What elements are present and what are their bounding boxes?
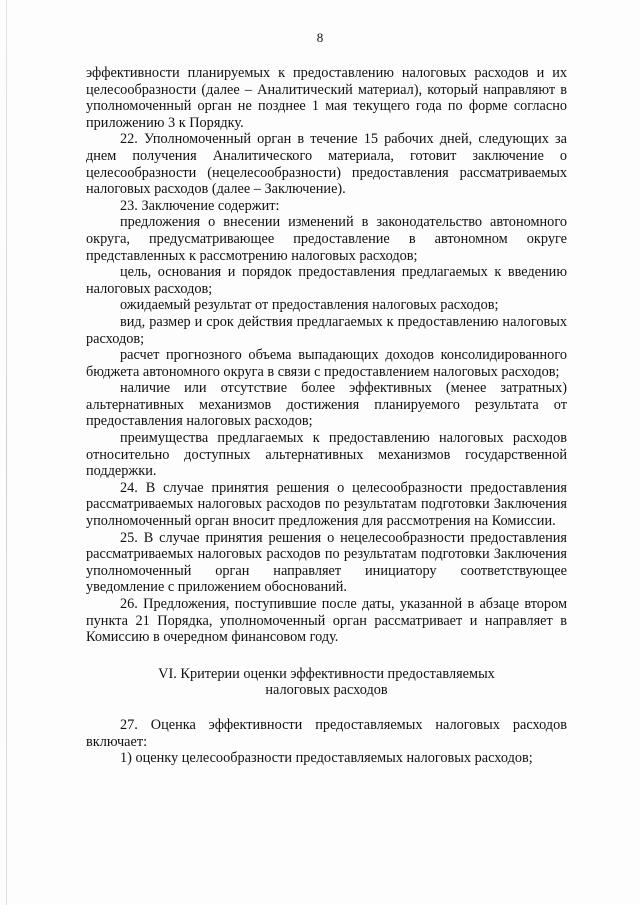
paragraph-27: 27. Оценка эффективности предоставляемых налоговых расходов включает: <box>86 716 567 750</box>
paragraph-25: 25. В случае принятия решения о нецелесообразности предоставления рассматриваемых налоговых расходов по результатам подготовки Заключения уполномоченный орган направляет инициатору соответствующее уведомление с приложением обоснований. <box>86 529 567 596</box>
document-body <box>86 65 567 767</box>
section-heading-line-2: налоговых расходов <box>265 682 388 699</box>
paragraph-continuation: эффективности планируемых к предоставлению налоговых расходов и их целесообразности (далее – Аналитический материал), который направляют в уполномоченный орган не позднее 1 мая текущего года по форме согласно приложению 3 к Порядку. <box>86 65 567 131</box>
section-heading <box>86 666 567 699</box>
page-number: 8 <box>316 30 324 45</box>
list-item-expected-result: ожидаемый результат от предоставления налоговых расходов; <box>120 297 499 314</box>
list-item-purpose: цель, основания и порядок предоставления предлагаемых к введению налоговых расходов; <box>86 264 567 297</box>
paragraph-24: 24. В случае принятия решения о целесообразности предоставления рассматриваемых налоговых расходов по результатам подготовки Заключения уполномоченный орган вносит предложения для рассмотрения на Комиссии. <box>86 479 567 530</box>
list-item-type-size-term: вид, размер и срок действия предлагаемых к предоставлению налоговых расходов; <box>86 313 567 347</box>
list-item-1: 1) оценку целесообразности предоставляемых налоговых расходов; <box>120 750 533 767</box>
paragraph-22: 22. Уполномоченный орган в течение 15 рабочих дней, следующих за днем получения Аналитического материала, готовит заключение о целесообразности (нецелесообразности) предоставления рассматриваемых налоговых расходов (далее – Заключение). <box>86 131 567 198</box>
list-item-proposals: предложения о внесении изменений в законодательство автономного округа, предусматривающее предоставление в автономном округе представленных к рассмотрению налоговых расходов; <box>86 214 567 264</box>
page-edge-shadow <box>6 0 7 905</box>
section-gap <box>86 699 567 717</box>
paragraph-23: 23. Заключение содержит: <box>120 197 280 214</box>
list-item-alternatives: наличие или отсутствие более эффективных (менее затратных) альтернативных механизмов достижения планируемого результата от предоставления налоговых расходов; <box>86 380 567 430</box>
section-heading-line-1: VI. Критерии оценки эффективности предоставляемых <box>158 665 495 682</box>
list-item-forecast: расчет прогнозного объема выпадающих доходов консолидированного бюджета автономного округа в связи с предоставлением налоговых расходов; <box>86 347 567 380</box>
list-item-advantages: преимущества предлагаемых к предоставлению налоговых расходов относительно доступных альтернативных механизмов государственной поддержки. <box>86 430 567 480</box>
paragraph-26: 26. Предложения, поступившие после даты, указанной в абзаце втором пункта 21 Порядка, уполномоченный орган рассматривает и направляет в Комиссию в очередном финансовом году. <box>86 596 567 646</box>
